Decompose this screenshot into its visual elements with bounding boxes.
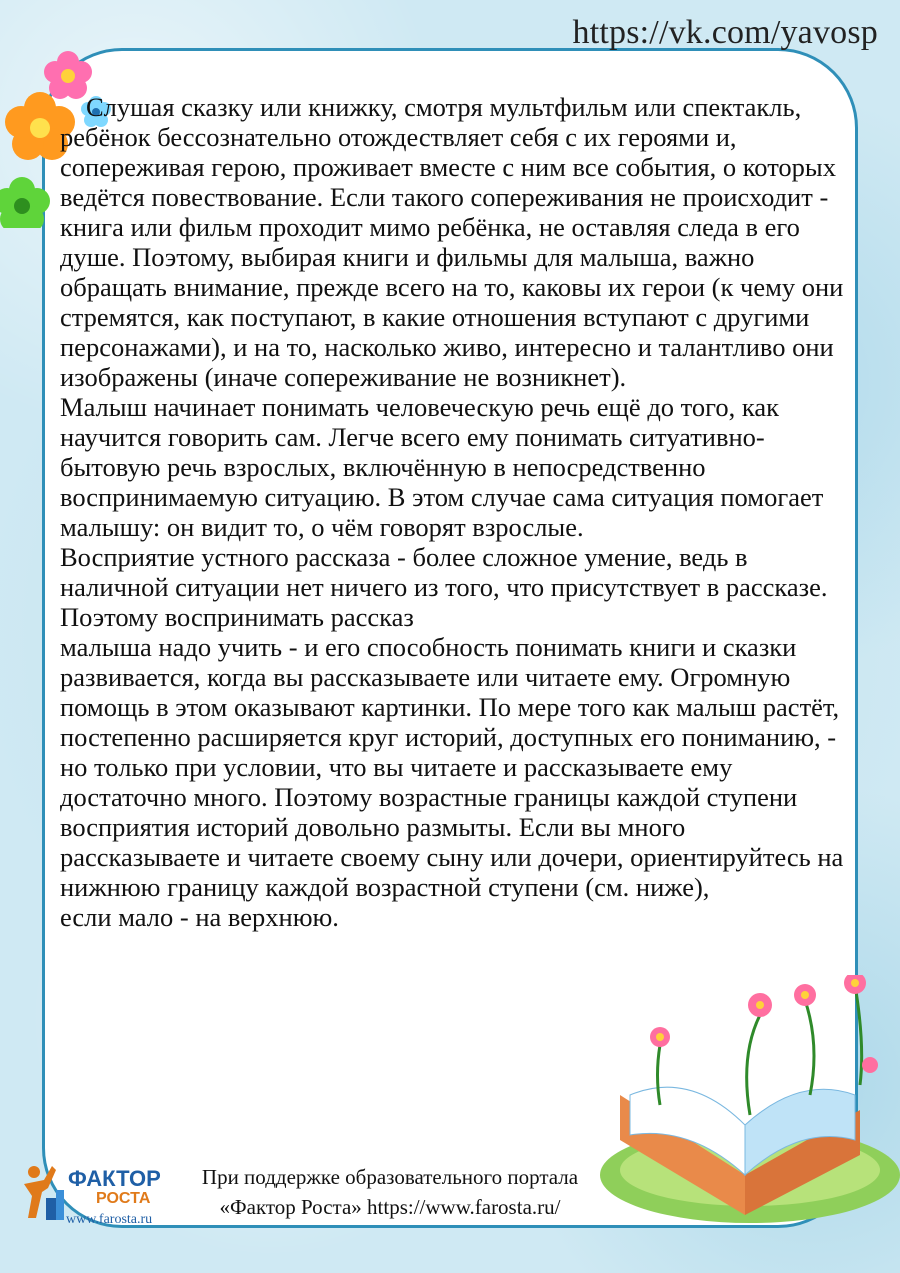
paragraph: Восприятие устного рассказа - более сложное умение, ведь в наличной ситуации нет ничего из того, что присутствует в рассказе. Поэтому воспринимать рассказ [60, 542, 828, 632]
paragraph: Слушая сказку или книжку, смотря мультфильм или спектакль, ребёнок бессознательно отождествляет себя с их героями и, сопереживая герою, проживает вместе с ним все события, о которых ведётся повествование. Если такого сопереживания не происходит - книга или фильм проходит мимо ребёнка, не оставляя следа в его душе. Поэтому, выбирая книги и фильмы для малыша, важно обращать внимание, прежде всего на то, каковы их герои (к чему они стремятся, как поступают, в какие отношения вступают с другими персонажами), и на то, насколько живо, интересно и талантливо они изображены (иначе сопереживание не возникнет). [60, 92, 844, 392]
paragraph: Малыш начинает понимать человеческую речь ещё до того, как научится говорить сам. Легче всего ему понимать ситуативно-бытовую речь взрослых, включённую в непосредственно воспринимаемую ситуацию. В этом случае сама ситуация помогает малышу: он видит то, о чём говорят взрослые. [60, 392, 824, 542]
vk-link[interactable]: https://vk.com/yavosp [572, 14, 878, 51]
logo-url[interactable]: www.farosta.ru [66, 1212, 153, 1227]
footer-line: При поддержке образовательного портала [201, 1165, 579, 1189]
paragraph: малыша надо учить - и его способность понимать книги и сказки развивается, когда вы рассказываете или читаете ему. Огромную помощь в этом оказывают картинки. По мере того как малыш растёт, постепенно расширяется круг историй, доступных его пониманию, - но только при условии, что вы читаете и рассказываете ему достаточно много. Поэтому возрастные границы каждой ступени восприятия историй довольно размыты. Если вы много рассказываете и читаете своему сыну или дочери, ориентируйтесь на нижнюю границу каждой возрастной ступени (см. ниже), [60, 632, 844, 902]
book-illustration [560, 975, 900, 1245]
footer-line[interactable]: «Фактор Роста» https://www.farosta.ru/ [219, 1195, 561, 1219]
logo-word-rosta: РОСТА [96, 1190, 151, 1207]
paragraph: если мало - на верхнюю. [60, 902, 339, 932]
article-text [60, 92, 850, 932]
logo-word-faktor: ФАКТОР [68, 1166, 161, 1191]
farosta-logo [22, 1162, 182, 1232]
logo-figure-icon [22, 1162, 66, 1222]
footer-credit [170, 1162, 610, 1222]
